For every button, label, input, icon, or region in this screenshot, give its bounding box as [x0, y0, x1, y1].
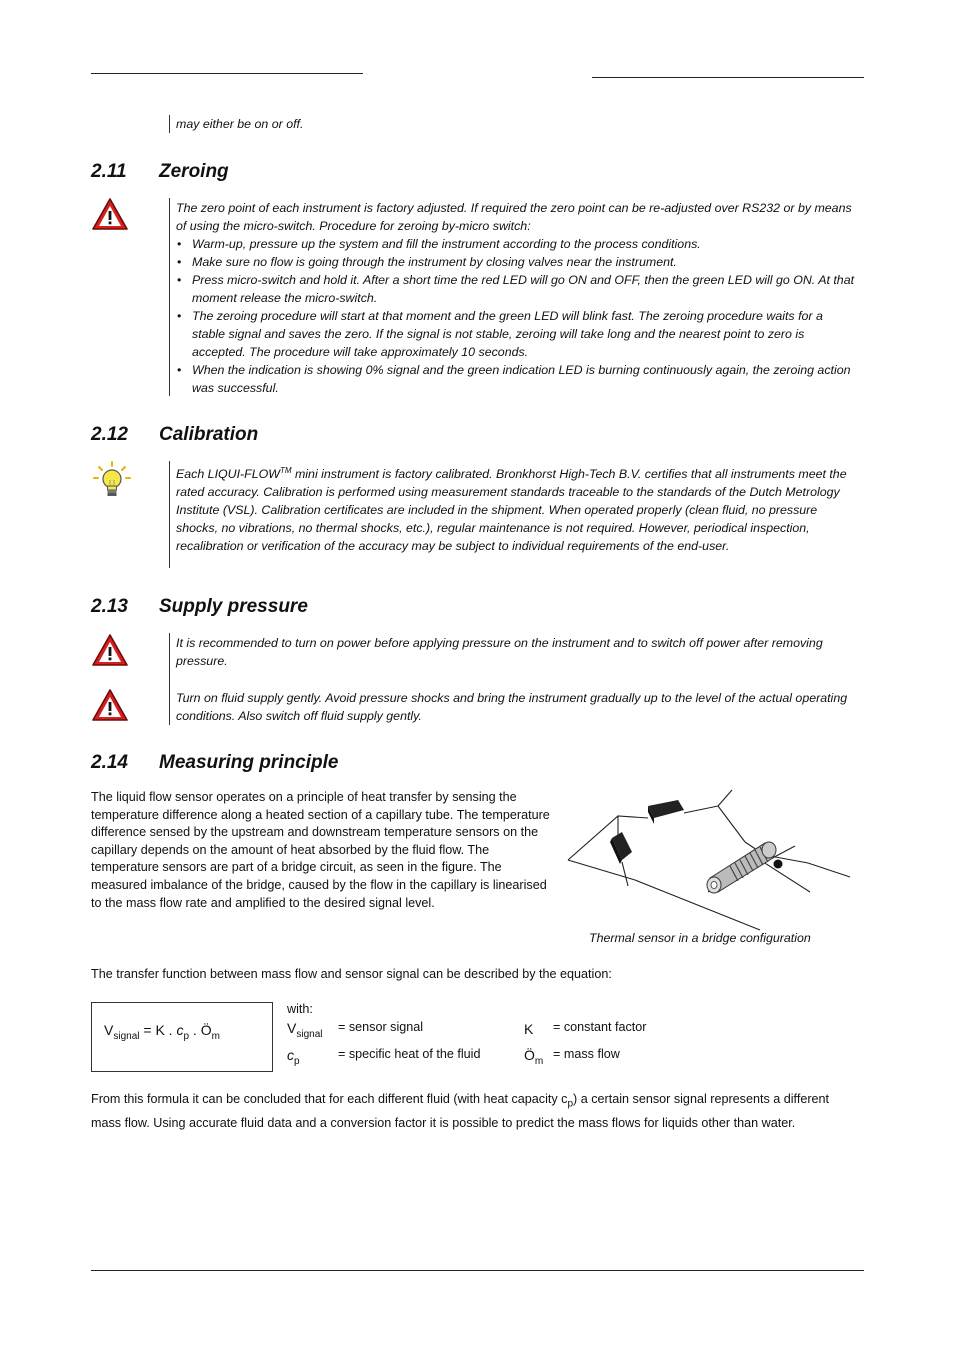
section-title: Measuring principle — [159, 752, 339, 773]
transfer-function-text: The transfer function between mass flow and sensor signal can be described by the equation: — [91, 967, 612, 981]
legend-symbol-o — [524, 1047, 543, 1067]
header-rule-right — [592, 77, 864, 78]
capillary-coil — [707, 842, 776, 893]
warning-triangle-icon — [91, 688, 129, 722]
legend-symbol: c — [287, 1047, 294, 1063]
equation-subscript: p — [183, 1030, 190, 1042]
equation-symbol-v: V — [104, 1022, 114, 1038]
section-number: 2.11 — [91, 161, 127, 182]
conclusion-text: ) a certain sensor signal represents a different mass flow. Using accurate fluid data and a conversion factor it is possible to predict the mass flows for liquids other than water. — [91, 1092, 830, 1130]
footer-rule — [91, 1270, 864, 1271]
section-number: 2.14 — [91, 752, 128, 773]
warning-triangle-icon — [91, 633, 129, 667]
note-bar — [169, 198, 170, 396]
legend-subscript: m — [534, 1055, 544, 1067]
zeroing-intro: The zero point of each instrument is factory adjusted. If required the zero point can be re-adjusted over RS232 or by means of using the micro-switch. Procedure for zeroing by-micro switch: — [176, 201, 852, 233]
equation-subscript: signal — [113, 1030, 140, 1042]
legend-subscript: signal — [296, 1028, 323, 1040]
section-title: Calibration — [159, 424, 259, 445]
section-number: 2.12 — [91, 424, 128, 445]
section-title: Supply pressure — [159, 596, 308, 617]
equation-operator: . — [189, 1022, 201, 1038]
legend-symbol: V — [287, 1020, 297, 1036]
section-heading-calibration — [91, 424, 258, 446]
legend-desc-k: = constant factor — [553, 1020, 647, 1034]
legend-desc-o: = mass flow — [553, 1047, 620, 1061]
list-item: • The zeroing procedure will start at that moment and the green LED will blink fast. The zeroing procedure waits for a stable signal and saves the zero. If the signal is not stable, zeroing will take long and the nearest point to zero is accepted. The procedure will take approximately 10 seconds. — [176, 307, 856, 361]
list-item: • Make sure no flow is going through the instrument by closing valves near the instrument. — [176, 253, 856, 271]
calibration-note — [176, 462, 852, 555]
section-heading-supply-pressure — [91, 596, 308, 618]
conclusion-text: From this formula it can be concluded that for each different fluid (with heat capacity c — [91, 1092, 568, 1106]
legend-symbol: K — [524, 1021, 534, 1037]
legend-symbol-v — [287, 1020, 322, 1040]
equation — [104, 1022, 220, 1042]
list-item: • When the indication is showing 0% signal and the green indication LED is burning continuously again, the zeroing action was successful. — [176, 361, 856, 397]
note-bar — [169, 633, 170, 725]
legend-symbol-c — [287, 1047, 300, 1067]
calibration-text: mini instrument is factory calibrated. Bronkhorst High-Tech B.V. certifies that all instruments meet the rated accuracy. Calibration is performed using measurement standards traceable to the standards of the Dutch Metrology Institute (VSL). Calibration certificates are included in the shipment. When operated properly (clean fluid, no pressure shocks, no vibrations, no thermal shocks, etc.), regular maintenance is not required. However, periodical inspection, recalibration or verification of the accuracy may be subject to individual requirements of the end-user. — [176, 467, 847, 554]
zeroing-note — [176, 199, 856, 397]
trademark: TM — [279, 466, 292, 475]
with-label: with: — [287, 1002, 313, 1016]
note-bar — [169, 461, 170, 568]
continued-note: may either be on or off. — [176, 117, 304, 131]
legend-desc-c: = specific heat of the fluid — [338, 1047, 481, 1061]
list-item: • Press micro-switch and hold it. After a short time the red LED will go ON and OFF, then the green LED will go ON. At that moment release the micro-switch. — [176, 271, 856, 307]
equation-symbol-o: Ö — [200, 1022, 212, 1038]
resistor-upper — [648, 800, 684, 824]
section-number: 2.13 — [91, 596, 128, 617]
figure-caption: Thermal sensor in a bridge configuration — [589, 931, 811, 945]
supply-note-1: It is recommended to turn on power before applying pressure on the instrument and to switch off power after removing pressure. — [176, 636, 823, 668]
equation-operator: = K . — [139, 1022, 177, 1038]
legend-desc-v: = sensor signal — [338, 1020, 424, 1034]
lightbulb-icon — [92, 460, 132, 500]
measuring-paragraph: The liquid flow sensor operates on a principle of heat transfer by sensing the temperature difference along a heated section of a capillary tube. The temperature difference sensed by the upstream and downstream temperature sensors on the capillary depends on the amount of heat absorbed by the fluid flow. The temperature sensors are part of a bridge circuit, as seen in the figure. The measured imbalance of the bridge, caused by the flow in the capillary is linearised to the mass flow rate and amplified to the desired signal level. — [91, 790, 550, 910]
conclusion-subscript: p — [567, 1098, 574, 1110]
note-bar — [169, 115, 170, 133]
calibration-text: Each LIQUI-FLOW — [176, 467, 280, 482]
legend-subscript: p — [294, 1055, 300, 1067]
header-rule-left — [91, 73, 363, 74]
section-title: Zeroing — [159, 161, 229, 182]
warning-triangle-icon — [91, 197, 129, 231]
equation-symbol-c: c — [176, 1022, 184, 1038]
zeroing-steps — [176, 235, 856, 397]
legend-symbol: Ö — [524, 1047, 535, 1063]
legend-symbol-k — [524, 1021, 533, 1037]
list-item: • Warm-up, pressure up the system and fill the instrument according to the process conditions. — [176, 235, 856, 253]
conclusion-paragraph — [91, 1090, 857, 1133]
equation-subscript: m — [211, 1030, 220, 1042]
section-heading-zeroing — [91, 161, 229, 183]
thermal-sensor-bridge-figure — [560, 780, 860, 932]
supply-note-2: Turn on fluid supply gently. Avoid pressure shocks and bring the instrument gradually up to the level of the actual operating conditions. Also switch off fluid supply gently. — [176, 691, 848, 723]
section-heading-measuring-principle — [91, 752, 338, 774]
resistor-left — [610, 832, 632, 864]
